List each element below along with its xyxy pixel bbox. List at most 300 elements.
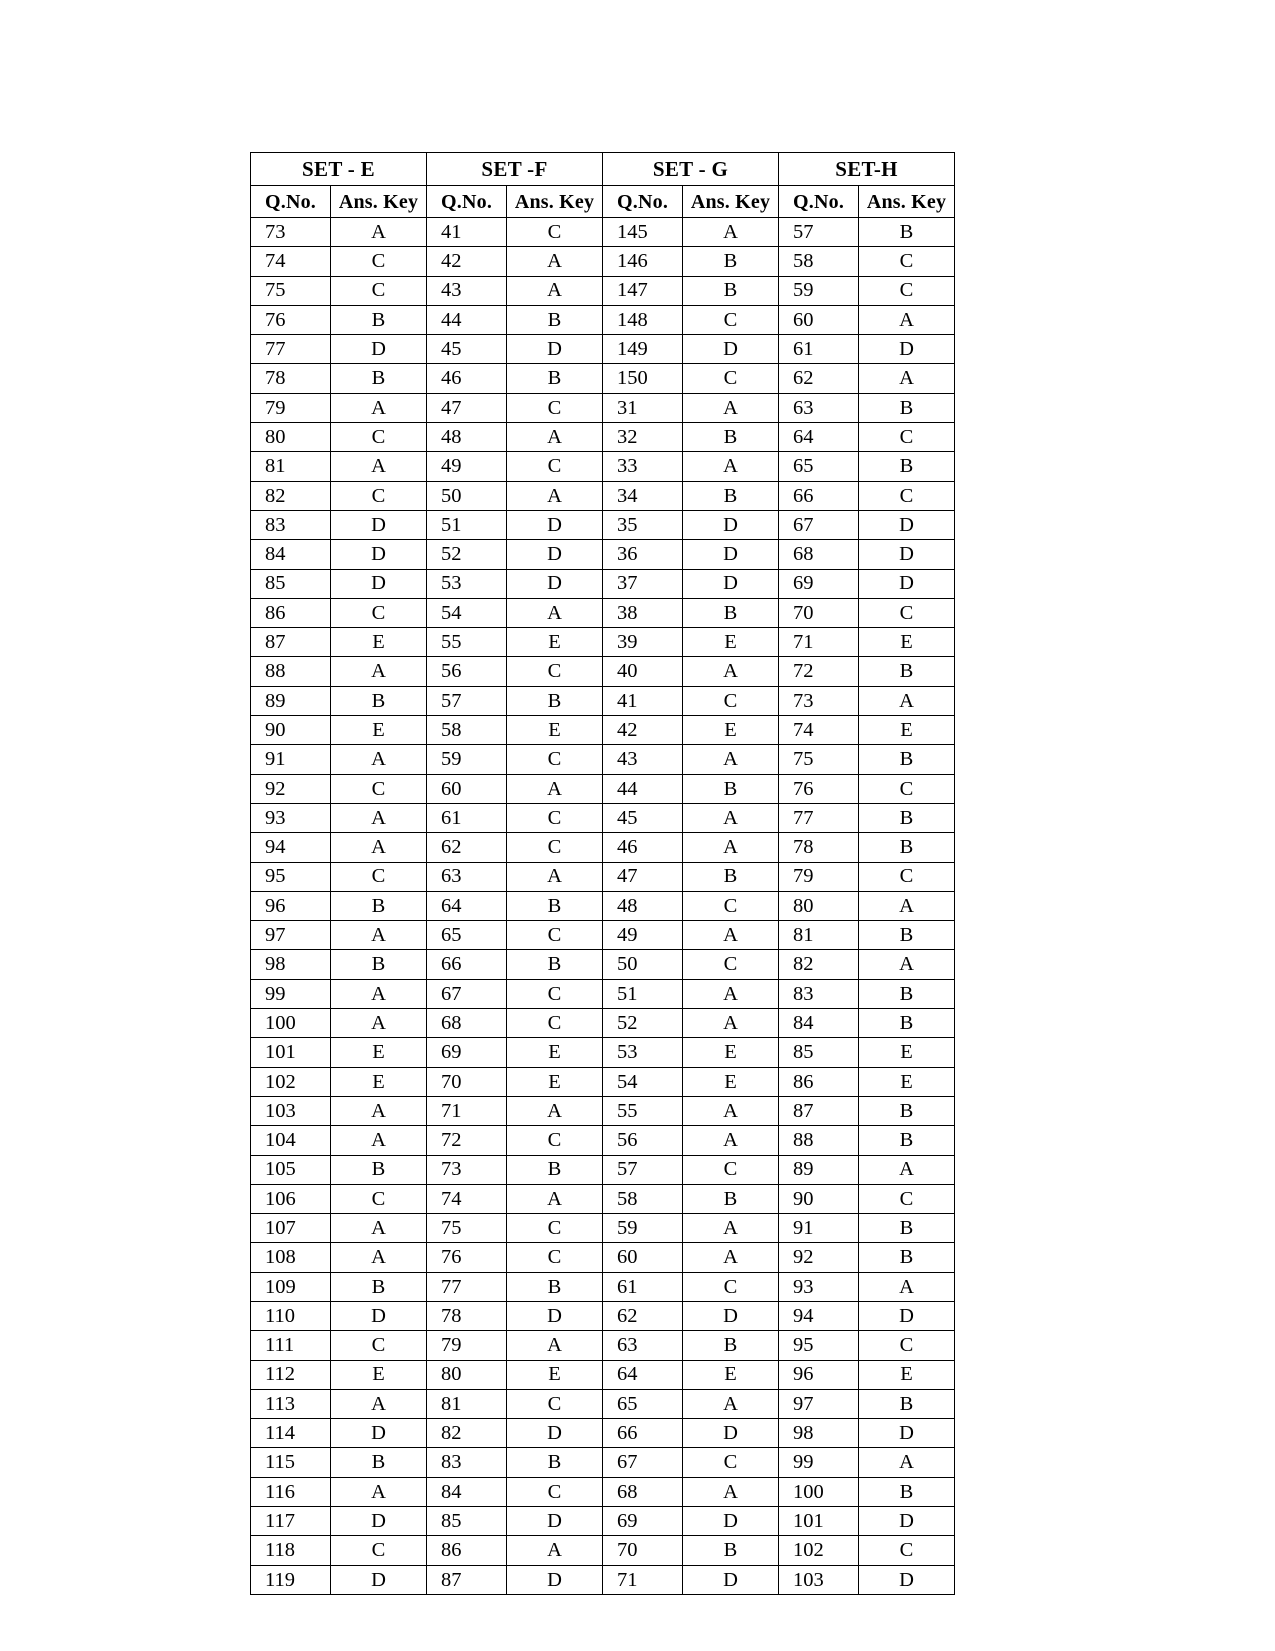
cell-qno-set-e: 117 bbox=[251, 1507, 331, 1536]
cell-qno-set-f: 71 bbox=[427, 1096, 507, 1125]
cell-qno-set-g: 40 bbox=[603, 657, 683, 686]
cell-qno-set-f: 58 bbox=[427, 716, 507, 745]
table-row bbox=[251, 481, 955, 510]
cell-qno-set-h: 64 bbox=[779, 423, 859, 452]
cell-anskey-set-e: C bbox=[331, 774, 427, 803]
table-row bbox=[251, 423, 955, 452]
cell-anskey-set-g: A bbox=[683, 218, 779, 247]
cell-qno-set-h: 72 bbox=[779, 657, 859, 686]
cell-anskey-set-e: A bbox=[331, 979, 427, 1008]
cell-anskey-set-f: B bbox=[507, 950, 603, 979]
table-row bbox=[251, 510, 955, 539]
table-row bbox=[251, 803, 955, 832]
cell-anskey-set-h: B bbox=[859, 1126, 955, 1155]
cell-qno-set-e: 96 bbox=[251, 891, 331, 920]
cell-anskey-set-g: A bbox=[683, 1009, 779, 1038]
cell-anskey-set-g: A bbox=[683, 657, 779, 686]
cell-qno-set-g: 33 bbox=[603, 452, 683, 481]
cell-qno-set-e: 74 bbox=[251, 247, 331, 276]
cell-anskey-set-e: A bbox=[331, 1009, 427, 1038]
cell-anskey-set-f: E bbox=[507, 1038, 603, 1067]
cell-anskey-set-h: C bbox=[859, 1184, 955, 1213]
cell-qno-set-f: 52 bbox=[427, 540, 507, 569]
cell-qno-set-h: 90 bbox=[779, 1184, 859, 1213]
cell-anskey-set-g: A bbox=[683, 1096, 779, 1125]
cell-qno-set-h: 103 bbox=[779, 1565, 859, 1594]
column-header-anskey-e: Ans. Key bbox=[331, 186, 427, 218]
cell-qno-set-g: 62 bbox=[603, 1301, 683, 1330]
cell-anskey-set-f: A bbox=[507, 862, 603, 891]
cell-anskey-set-h: B bbox=[859, 452, 955, 481]
cell-qno-set-g: 150 bbox=[603, 364, 683, 393]
table-row bbox=[251, 1272, 955, 1301]
cell-anskey-set-g: E bbox=[683, 1360, 779, 1389]
cell-qno-set-h: 83 bbox=[779, 979, 859, 1008]
column-header-qno-e: Q.No. bbox=[251, 186, 331, 218]
cell-qno-set-g: 49 bbox=[603, 921, 683, 950]
table-row bbox=[251, 393, 955, 422]
cell-qno-set-g: 39 bbox=[603, 628, 683, 657]
cell-qno-set-f: 73 bbox=[427, 1155, 507, 1184]
set-header-g: SET - G bbox=[603, 153, 779, 186]
cell-qno-set-e: 85 bbox=[251, 569, 331, 598]
cell-anskey-set-f: B bbox=[507, 891, 603, 920]
cell-anskey-set-e: B bbox=[331, 686, 427, 715]
cell-anskey-set-h: D bbox=[859, 335, 955, 364]
cell-qno-set-e: 73 bbox=[251, 218, 331, 247]
cell-anskey-set-e: A bbox=[331, 1214, 427, 1243]
cell-anskey-set-g: C bbox=[683, 891, 779, 920]
cell-qno-set-g: 42 bbox=[603, 716, 683, 745]
cell-qno-set-f: 61 bbox=[427, 803, 507, 832]
cell-anskey-set-e: D bbox=[331, 510, 427, 539]
cell-anskey-set-h: D bbox=[859, 1301, 955, 1330]
cell-anskey-set-f: C bbox=[507, 833, 603, 862]
cell-anskey-set-h: D bbox=[859, 540, 955, 569]
cell-qno-set-g: 69 bbox=[603, 1507, 683, 1536]
cell-qno-set-e: 83 bbox=[251, 510, 331, 539]
cell-anskey-set-g: C bbox=[683, 305, 779, 334]
cell-anskey-set-e: C bbox=[331, 481, 427, 510]
cell-qno-set-h: 77 bbox=[779, 803, 859, 832]
table-row bbox=[251, 1331, 955, 1360]
cell-anskey-set-h: B bbox=[859, 1214, 955, 1243]
cell-qno-set-f: 42 bbox=[427, 247, 507, 276]
cell-qno-set-e: 112 bbox=[251, 1360, 331, 1389]
cell-qno-set-f: 75 bbox=[427, 1214, 507, 1243]
cell-anskey-set-e: B bbox=[331, 364, 427, 393]
cell-anskey-set-g: C bbox=[683, 1272, 779, 1301]
cell-anskey-set-g: B bbox=[683, 774, 779, 803]
cell-anskey-set-f: C bbox=[507, 452, 603, 481]
cell-anskey-set-f: C bbox=[507, 1009, 603, 1038]
cell-anskey-set-g: D bbox=[683, 335, 779, 364]
cell-anskey-set-f: C bbox=[507, 803, 603, 832]
set-header-f: SET -F bbox=[427, 153, 603, 186]
cell-qno-set-f: 60 bbox=[427, 774, 507, 803]
cell-qno-set-f: 64 bbox=[427, 891, 507, 920]
cell-qno-set-g: 41 bbox=[603, 686, 683, 715]
cell-qno-set-f: 79 bbox=[427, 1331, 507, 1360]
cell-anskey-set-f: D bbox=[507, 569, 603, 598]
table-row bbox=[251, 1126, 955, 1155]
cell-qno-set-h: 87 bbox=[779, 1096, 859, 1125]
cell-qno-set-e: 77 bbox=[251, 335, 331, 364]
table-row bbox=[251, 716, 955, 745]
cell-qno-set-e: 89 bbox=[251, 686, 331, 715]
column-header-qno-f: Q.No. bbox=[427, 186, 507, 218]
cell-qno-set-g: 149 bbox=[603, 335, 683, 364]
cell-anskey-set-h: D bbox=[859, 1565, 955, 1594]
cell-anskey-set-g: C bbox=[683, 950, 779, 979]
cell-anskey-set-f: D bbox=[507, 335, 603, 364]
cell-qno-set-h: 74 bbox=[779, 716, 859, 745]
cell-qno-set-f: 44 bbox=[427, 305, 507, 334]
cell-anskey-set-g: B bbox=[683, 423, 779, 452]
cell-qno-set-h: 101 bbox=[779, 1507, 859, 1536]
cell-qno-set-h: 71 bbox=[779, 628, 859, 657]
cell-qno-set-f: 57 bbox=[427, 686, 507, 715]
cell-anskey-set-h: A bbox=[859, 686, 955, 715]
cell-qno-set-g: 44 bbox=[603, 774, 683, 803]
cell-qno-set-e: 97 bbox=[251, 921, 331, 950]
table-row bbox=[251, 1155, 955, 1184]
cell-anskey-set-g: A bbox=[683, 1389, 779, 1418]
cell-qno-set-f: 59 bbox=[427, 745, 507, 774]
cell-qno-set-h: 99 bbox=[779, 1448, 859, 1477]
cell-anskey-set-e: C bbox=[331, 423, 427, 452]
cell-qno-set-f: 65 bbox=[427, 921, 507, 950]
cell-anskey-set-g: D bbox=[683, 510, 779, 539]
table-row bbox=[251, 891, 955, 920]
cell-qno-set-f: 41 bbox=[427, 218, 507, 247]
cell-anskey-set-e: D bbox=[331, 1507, 427, 1536]
cell-anskey-set-g: A bbox=[683, 921, 779, 950]
table-row bbox=[251, 598, 955, 627]
cell-anskey-set-f: D bbox=[507, 1507, 603, 1536]
cell-anskey-set-h: D bbox=[859, 1507, 955, 1536]
cell-anskey-set-h: B bbox=[859, 1477, 955, 1506]
cell-anskey-set-h: A bbox=[859, 1272, 955, 1301]
cell-qno-set-e: 87 bbox=[251, 628, 331, 657]
cell-anskey-set-f: B bbox=[507, 686, 603, 715]
cell-anskey-set-e: A bbox=[331, 657, 427, 686]
cell-anskey-set-e: D bbox=[331, 1419, 427, 1448]
set-header-row bbox=[251, 153, 955, 186]
cell-anskey-set-h: E bbox=[859, 628, 955, 657]
cell-qno-set-e: 107 bbox=[251, 1214, 331, 1243]
table-row bbox=[251, 1536, 955, 1565]
cell-anskey-set-f: E bbox=[507, 628, 603, 657]
cell-anskey-set-e: E bbox=[331, 716, 427, 745]
table-body bbox=[251, 218, 955, 1595]
cell-qno-set-h: 102 bbox=[779, 1536, 859, 1565]
table-row bbox=[251, 218, 955, 247]
cell-anskey-set-f: C bbox=[507, 1477, 603, 1506]
cell-qno-set-g: 51 bbox=[603, 979, 683, 1008]
cell-anskey-set-f: C bbox=[507, 921, 603, 950]
cell-anskey-set-f: D bbox=[507, 1301, 603, 1330]
cell-qno-set-f: 51 bbox=[427, 510, 507, 539]
column-header-qno-h: Q.No. bbox=[779, 186, 859, 218]
cell-qno-set-g: 43 bbox=[603, 745, 683, 774]
cell-qno-set-g: 57 bbox=[603, 1155, 683, 1184]
cell-anskey-set-h: B bbox=[859, 1009, 955, 1038]
cell-anskey-set-h: B bbox=[859, 921, 955, 950]
cell-qno-set-e: 103 bbox=[251, 1096, 331, 1125]
table-row bbox=[251, 1096, 955, 1125]
cell-qno-set-f: 74 bbox=[427, 1184, 507, 1213]
cell-anskey-set-h: C bbox=[859, 774, 955, 803]
cell-qno-set-e: 105 bbox=[251, 1155, 331, 1184]
cell-anskey-set-g: C bbox=[683, 1155, 779, 1184]
cell-qno-set-g: 58 bbox=[603, 1184, 683, 1213]
cell-qno-set-h: 88 bbox=[779, 1126, 859, 1155]
cell-anskey-set-h: B bbox=[859, 218, 955, 247]
cell-qno-set-e: 95 bbox=[251, 862, 331, 891]
cell-qno-set-f: 86 bbox=[427, 1536, 507, 1565]
cell-qno-set-e: 116 bbox=[251, 1477, 331, 1506]
cell-anskey-set-g: D bbox=[683, 1507, 779, 1536]
cell-anskey-set-f: C bbox=[507, 657, 603, 686]
cell-anskey-set-f: A bbox=[507, 276, 603, 305]
cell-anskey-set-e: C bbox=[331, 247, 427, 276]
cell-anskey-set-g: A bbox=[683, 745, 779, 774]
cell-anskey-set-e: A bbox=[331, 745, 427, 774]
cell-anskey-set-g: C bbox=[683, 686, 779, 715]
cell-anskey-set-h: A bbox=[859, 305, 955, 334]
cell-qno-set-g: 71 bbox=[603, 1565, 683, 1594]
cell-qno-set-g: 63 bbox=[603, 1331, 683, 1360]
cell-anskey-set-h: B bbox=[859, 1243, 955, 1272]
cell-qno-set-f: 77 bbox=[427, 1272, 507, 1301]
table-row bbox=[251, 950, 955, 979]
set-header-e: SET - E bbox=[251, 153, 427, 186]
cell-qno-set-e: 81 bbox=[251, 452, 331, 481]
cell-qno-set-h: 66 bbox=[779, 481, 859, 510]
cell-anskey-set-g: A bbox=[683, 1214, 779, 1243]
table-row bbox=[251, 1507, 955, 1536]
cell-qno-set-f: 85 bbox=[427, 1507, 507, 1536]
cell-qno-set-h: 97 bbox=[779, 1389, 859, 1418]
cell-qno-set-g: 56 bbox=[603, 1126, 683, 1155]
table-row bbox=[251, 657, 955, 686]
cell-anskey-set-g: B bbox=[683, 1331, 779, 1360]
cell-anskey-set-f: A bbox=[507, 598, 603, 627]
cell-anskey-set-f: B bbox=[507, 1272, 603, 1301]
cell-anskey-set-f: D bbox=[507, 510, 603, 539]
cell-anskey-set-e: A bbox=[331, 1243, 427, 1272]
answer-key-table-container bbox=[250, 152, 955, 1595]
cell-qno-set-f: 87 bbox=[427, 1565, 507, 1594]
cell-anskey-set-g: A bbox=[683, 393, 779, 422]
cell-anskey-set-e: A bbox=[331, 452, 427, 481]
cell-qno-set-e: 92 bbox=[251, 774, 331, 803]
cell-qno-set-g: 146 bbox=[603, 247, 683, 276]
table-row bbox=[251, 774, 955, 803]
cell-qno-set-g: 36 bbox=[603, 540, 683, 569]
cell-qno-set-e: 119 bbox=[251, 1565, 331, 1594]
table-row bbox=[251, 364, 955, 393]
cell-anskey-set-e: A bbox=[331, 1126, 427, 1155]
cell-anskey-set-g: B bbox=[683, 598, 779, 627]
table-row bbox=[251, 921, 955, 950]
cell-anskey-set-e: B bbox=[331, 1155, 427, 1184]
cell-anskey-set-g: B bbox=[683, 1536, 779, 1565]
cell-qno-set-g: 38 bbox=[603, 598, 683, 627]
cell-anskey-set-h: A bbox=[859, 1448, 955, 1477]
cell-qno-set-f: 45 bbox=[427, 335, 507, 364]
table-row bbox=[251, 1243, 955, 1272]
cell-anskey-set-f: A bbox=[507, 423, 603, 452]
table-row bbox=[251, 276, 955, 305]
cell-qno-set-h: 62 bbox=[779, 364, 859, 393]
cell-qno-set-g: 45 bbox=[603, 803, 683, 832]
cell-anskey-set-g: C bbox=[683, 1448, 779, 1477]
cell-qno-set-f: 53 bbox=[427, 569, 507, 598]
cell-anskey-set-f: D bbox=[507, 1565, 603, 1594]
cell-anskey-set-f: C bbox=[507, 1126, 603, 1155]
cell-qno-set-f: 66 bbox=[427, 950, 507, 979]
cell-qno-set-h: 98 bbox=[779, 1419, 859, 1448]
cell-anskey-set-e: C bbox=[331, 276, 427, 305]
cell-qno-set-e: 104 bbox=[251, 1126, 331, 1155]
cell-anskey-set-f: C bbox=[507, 1389, 603, 1418]
set-header-h: SET-H bbox=[779, 153, 955, 186]
table-row bbox=[251, 745, 955, 774]
cell-anskey-set-e: E bbox=[331, 1038, 427, 1067]
cell-anskey-set-g: E bbox=[683, 1067, 779, 1096]
cell-qno-set-h: 86 bbox=[779, 1067, 859, 1096]
cell-qno-set-e: 82 bbox=[251, 481, 331, 510]
cell-qno-set-h: 65 bbox=[779, 452, 859, 481]
cell-qno-set-e: 84 bbox=[251, 540, 331, 569]
cell-anskey-set-e: B bbox=[331, 1448, 427, 1477]
column-header-row bbox=[251, 186, 955, 218]
cell-anskey-set-f: C bbox=[507, 1243, 603, 1272]
cell-qno-set-h: 60 bbox=[779, 305, 859, 334]
cell-qno-set-g: 67 bbox=[603, 1448, 683, 1477]
cell-anskey-set-h: E bbox=[859, 1067, 955, 1096]
cell-qno-set-g: 34 bbox=[603, 481, 683, 510]
answer-key-table bbox=[250, 152, 955, 1595]
cell-qno-set-g: 61 bbox=[603, 1272, 683, 1301]
cell-qno-set-f: 54 bbox=[427, 598, 507, 627]
cell-anskey-set-h: D bbox=[859, 1419, 955, 1448]
cell-anskey-set-g: B bbox=[683, 862, 779, 891]
cell-qno-set-g: 55 bbox=[603, 1096, 683, 1125]
cell-anskey-set-e: C bbox=[331, 1331, 427, 1360]
cell-anskey-set-h: D bbox=[859, 510, 955, 539]
cell-anskey-set-g: A bbox=[683, 452, 779, 481]
cell-qno-set-e: 94 bbox=[251, 833, 331, 862]
cell-anskey-set-h: B bbox=[859, 745, 955, 774]
cell-qno-set-h: 92 bbox=[779, 1243, 859, 1272]
cell-qno-set-e: 98 bbox=[251, 950, 331, 979]
table-row bbox=[251, 247, 955, 276]
cell-qno-set-f: 67 bbox=[427, 979, 507, 1008]
cell-anskey-set-f: C bbox=[507, 745, 603, 774]
cell-anskey-set-h: E bbox=[859, 716, 955, 745]
cell-anskey-set-f: A bbox=[507, 1331, 603, 1360]
cell-qno-set-e: 86 bbox=[251, 598, 331, 627]
cell-qno-set-g: 35 bbox=[603, 510, 683, 539]
cell-qno-set-f: 63 bbox=[427, 862, 507, 891]
table-row bbox=[251, 1419, 955, 1448]
cell-qno-set-h: 82 bbox=[779, 950, 859, 979]
table-head bbox=[251, 153, 955, 218]
cell-qno-set-g: 46 bbox=[603, 833, 683, 862]
cell-qno-set-h: 81 bbox=[779, 921, 859, 950]
cell-qno-set-h: 76 bbox=[779, 774, 859, 803]
cell-anskey-set-h: A bbox=[859, 1155, 955, 1184]
cell-anskey-set-h: C bbox=[859, 276, 955, 305]
cell-anskey-set-g: B bbox=[683, 481, 779, 510]
cell-qno-set-f: 76 bbox=[427, 1243, 507, 1272]
cell-anskey-set-g: A bbox=[683, 1126, 779, 1155]
cell-anskey-set-g: D bbox=[683, 1419, 779, 1448]
cell-qno-set-e: 114 bbox=[251, 1419, 331, 1448]
cell-qno-set-e: 110 bbox=[251, 1301, 331, 1330]
cell-qno-set-f: 69 bbox=[427, 1038, 507, 1067]
cell-qno-set-e: 111 bbox=[251, 1331, 331, 1360]
table-row bbox=[251, 1009, 955, 1038]
column-header-anskey-f: Ans. Key bbox=[507, 186, 603, 218]
cell-anskey-set-e: A bbox=[331, 921, 427, 950]
cell-qno-set-f: 43 bbox=[427, 276, 507, 305]
cell-anskey-set-h: C bbox=[859, 1536, 955, 1565]
cell-qno-set-e: 100 bbox=[251, 1009, 331, 1038]
cell-qno-set-f: 84 bbox=[427, 1477, 507, 1506]
cell-qno-set-f: 62 bbox=[427, 833, 507, 862]
cell-qno-set-e: 101 bbox=[251, 1038, 331, 1067]
cell-anskey-set-h: B bbox=[859, 1096, 955, 1125]
cell-qno-set-h: 93 bbox=[779, 1272, 859, 1301]
cell-anskey-set-g: D bbox=[683, 1301, 779, 1330]
cell-qno-set-h: 70 bbox=[779, 598, 859, 627]
table-row bbox=[251, 1038, 955, 1067]
cell-anskey-set-g: B bbox=[683, 1184, 779, 1213]
cell-qno-set-e: 99 bbox=[251, 979, 331, 1008]
cell-qno-set-g: 59 bbox=[603, 1214, 683, 1243]
cell-qno-set-f: 83 bbox=[427, 1448, 507, 1477]
cell-qno-set-g: 148 bbox=[603, 305, 683, 334]
cell-anskey-set-f: B bbox=[507, 305, 603, 334]
table-row bbox=[251, 1389, 955, 1418]
cell-anskey-set-e: E bbox=[331, 1067, 427, 1096]
cell-anskey-set-h: C bbox=[859, 423, 955, 452]
cell-anskey-set-f: D bbox=[507, 540, 603, 569]
cell-qno-set-f: 72 bbox=[427, 1126, 507, 1155]
cell-anskey-set-f: A bbox=[507, 1536, 603, 1565]
cell-qno-set-h: 69 bbox=[779, 569, 859, 598]
table-row bbox=[251, 1477, 955, 1506]
cell-qno-set-f: 78 bbox=[427, 1301, 507, 1330]
cell-qno-set-e: 109 bbox=[251, 1272, 331, 1301]
cell-anskey-set-g: D bbox=[683, 569, 779, 598]
cell-anskey-set-f: B bbox=[507, 1448, 603, 1477]
table-row bbox=[251, 833, 955, 862]
cell-qno-set-e: 76 bbox=[251, 305, 331, 334]
cell-anskey-set-e: C bbox=[331, 1184, 427, 1213]
cell-qno-set-g: 54 bbox=[603, 1067, 683, 1096]
table-row bbox=[251, 1360, 955, 1389]
cell-anskey-set-g: B bbox=[683, 247, 779, 276]
cell-qno-set-f: 68 bbox=[427, 1009, 507, 1038]
table-row bbox=[251, 1301, 955, 1330]
cell-qno-set-f: 46 bbox=[427, 364, 507, 393]
cell-qno-set-f: 81 bbox=[427, 1389, 507, 1418]
